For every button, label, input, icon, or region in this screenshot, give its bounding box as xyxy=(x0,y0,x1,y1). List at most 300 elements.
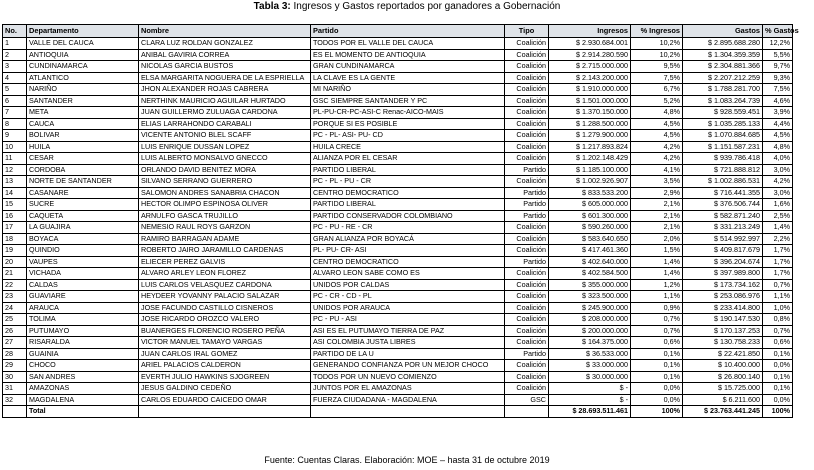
cell-no: 1 xyxy=(3,38,27,50)
cell-departamento: BOLIVAR xyxy=(27,130,139,142)
cell-pct-gastos: 4,4% xyxy=(763,118,793,130)
cell-tipo: Coalición xyxy=(505,291,549,303)
cell-pct-ingresos: 1,4% xyxy=(631,256,683,268)
cell-nombre: RAMIRO BARRAGAN ADAME xyxy=(139,233,311,245)
table-row xyxy=(3,210,793,222)
cell-pct-ingresos: 7,5% xyxy=(631,72,683,84)
table-row xyxy=(3,314,793,326)
cell-pct-ingresos: 3,5% xyxy=(631,176,683,188)
col-header-gastos: Gastos xyxy=(683,25,763,38)
source-footer: Fuente: Cuentas Claras. Elaboración: MOE – hasta 31 de octubre 2019 xyxy=(264,455,550,465)
cell-ingresos: $ 355.000.000 xyxy=(549,279,631,291)
cell-tipo: Coalición xyxy=(505,95,549,107)
col-header-departamento: Departamento xyxy=(27,25,139,38)
cell-departamento: CORDOBA xyxy=(27,164,139,176)
cell-ingresos: $ 1.288.500.000 xyxy=(549,118,631,130)
cell-pct-ingresos: 0,9% xyxy=(631,302,683,314)
cell-gastos: $ 190.147.530 xyxy=(683,314,763,326)
cell-partido: GSC SIEMPRE SANTANDER Y PC xyxy=(311,95,505,107)
cell-tipo: Coalición xyxy=(505,176,549,188)
cell-departamento: BOYACA xyxy=(27,233,139,245)
cell-no: 28 xyxy=(3,348,27,360)
cell-gastos: $ 10.400.000 xyxy=(683,360,763,372)
cell-departamento: SUCRE xyxy=(27,199,139,211)
table-row xyxy=(3,348,793,360)
col-header-nombre: Nombre xyxy=(139,25,311,38)
cell-gastos: $ 939.786.418 xyxy=(683,153,763,165)
cell-no: 8 xyxy=(3,118,27,130)
cell-ingresos: $ 323.500.000 xyxy=(549,291,631,303)
cell-pct-gastos: 12,2% xyxy=(763,38,793,50)
cell-tipo: Coalición xyxy=(505,49,549,61)
cell-nombre: EVERTH JULIO HAWKINS SJOGREEN xyxy=(139,371,311,383)
cell-ingresos: $ 601.300.000 xyxy=(549,210,631,222)
cell-ingresos: $ - xyxy=(549,383,631,395)
table-body xyxy=(3,38,793,418)
cell-gastos: $ 1.788.281.700 xyxy=(683,84,763,96)
table-row xyxy=(3,153,793,165)
cell-pct-gastos: 0,1% xyxy=(763,348,793,360)
cell-tipo: Coalición xyxy=(505,314,549,326)
cell-nombre: LUIS ALBERTO MONSALVO GNECCO xyxy=(139,153,311,165)
cell-no: 19 xyxy=(3,245,27,257)
cell-partido: PARTIDO LIBERAL xyxy=(311,164,505,176)
cell-gastos: $ 2.895.688.280 xyxy=(683,38,763,50)
cell-tipo: Coalición xyxy=(505,72,549,84)
cell-departamento: TOLIMA xyxy=(27,314,139,326)
total-cell-partido xyxy=(311,406,505,418)
cell-gastos: $ 170.137.253 xyxy=(683,325,763,337)
cell-pct-gastos: 1,7% xyxy=(763,245,793,257)
cell-partido: PARTIDO LIBERAL xyxy=(311,199,505,211)
cell-pct-gastos: 1,1% xyxy=(763,291,793,303)
cell-gastos: $ 721.888.812 xyxy=(683,164,763,176)
cell-gastos: $ 15.725.000 xyxy=(683,383,763,395)
cell-tipo: Coalición xyxy=(505,141,549,153)
cell-nombre: ARIEL PALACIOS CALDERON xyxy=(139,360,311,372)
cell-tipo: Coalición xyxy=(505,84,549,96)
col-header-pct-gastos: % Gastos xyxy=(763,25,793,38)
cell-ingresos: $ 245.900.000 xyxy=(549,302,631,314)
cell-ingresos: $ 402.584.500 xyxy=(549,268,631,280)
cell-pct-ingresos: 0,0% xyxy=(631,383,683,395)
cell-no: 6 xyxy=(3,95,27,107)
cell-no: 22 xyxy=(3,279,27,291)
cell-gastos: $ 1.304.359.359 xyxy=(683,49,763,61)
cell-ingresos: $ 36.533.000 xyxy=(549,348,631,360)
cell-partido: MI NARIÑO xyxy=(311,84,505,96)
cell-ingresos: $ 605.000.000 xyxy=(549,199,631,211)
cell-departamento: VICHADA xyxy=(27,268,139,280)
cell-ingresos: $ 2.930.684.001 xyxy=(549,38,631,50)
table-row xyxy=(3,222,793,234)
cell-nombre: ELIECER PEREZ GALVIS xyxy=(139,256,311,268)
table-row xyxy=(3,325,793,337)
cell-departamento: GUAVIARE xyxy=(27,291,139,303)
cell-pct-gastos: 0,1% xyxy=(763,383,793,395)
table-row xyxy=(3,360,793,372)
col-header-tipo: Tipo xyxy=(505,25,549,38)
cell-departamento: ATLANTICO xyxy=(27,72,139,84)
table-row xyxy=(3,394,793,406)
cell-departamento: NARIÑO xyxy=(27,84,139,96)
cell-gastos: $ 716.441.355 xyxy=(683,187,763,199)
cell-ingresos: $ 30.000.000 xyxy=(549,371,631,383)
cell-partido: PARTIDO CONSERVADOR COLOMBIANO xyxy=(311,210,505,222)
cell-partido: GRAN ALIANZA POR BOYACÁ xyxy=(311,233,505,245)
cell-departamento: AMAZONAS xyxy=(27,383,139,395)
cell-pct-ingresos: 1,4% xyxy=(631,268,683,280)
cell-partido: PC - PU - RE - CR xyxy=(311,222,505,234)
col-header-no: No. xyxy=(3,25,27,38)
cell-pct-gastos: 0,1% xyxy=(763,371,793,383)
cell-pct-ingresos: 4,2% xyxy=(631,153,683,165)
cell-nombre: HEYDEER YOVANNY PALACIO SALAZAR xyxy=(139,291,311,303)
col-header-pct-ingresos: % Ingresos xyxy=(631,25,683,38)
cell-pct-gastos: 4,8% xyxy=(763,141,793,153)
cell-gastos: $ 1.083.264.739 xyxy=(683,95,763,107)
cell-departamento: SANTANDER xyxy=(27,95,139,107)
cell-pct-gastos: 1,7% xyxy=(763,256,793,268)
cell-gastos: $ 1.070.884.685 xyxy=(683,130,763,142)
table-row xyxy=(3,95,793,107)
table-row xyxy=(3,38,793,50)
cell-ingresos: $ 1.217.893.824 xyxy=(549,141,631,153)
table-row xyxy=(3,337,793,349)
cell-ingresos: $ 1.002.926.907 xyxy=(549,176,631,188)
cell-no: 13 xyxy=(3,176,27,188)
cell-departamento: QUINDIO xyxy=(27,245,139,257)
cell-nombre: NEMESIO RAUL ROYS GARZON xyxy=(139,222,311,234)
cell-pct-ingresos: 2,0% xyxy=(631,233,683,245)
cell-pct-gastos: 0,6% xyxy=(763,337,793,349)
cell-ingresos: $ 1.279.900.000 xyxy=(549,130,631,142)
cell-ingresos: $ 33.000.000 xyxy=(549,360,631,372)
cell-departamento: CASANARE xyxy=(27,187,139,199)
cell-no: 21 xyxy=(3,268,27,280)
table-row xyxy=(3,371,793,383)
cell-tipo: Coalición xyxy=(505,222,549,234)
cell-pct-gastos: 3,0% xyxy=(763,164,793,176)
cell-departamento: SAN ANDRES xyxy=(27,371,139,383)
cell-no: 17 xyxy=(3,222,27,234)
cell-no: 29 xyxy=(3,360,27,372)
table-row xyxy=(3,291,793,303)
table-row xyxy=(3,176,793,188)
cell-nombre: NICOLAS GARCIA BUSTOS xyxy=(139,61,311,73)
cell-partido: PC - PU - ASI xyxy=(311,314,505,326)
table-title xyxy=(0,0,814,14)
cell-no: 30 xyxy=(3,371,27,383)
cell-departamento: META xyxy=(27,107,139,119)
cell-departamento: VALLE DEL CAUCA xyxy=(27,38,139,50)
cell-pct-ingresos: 2,9% xyxy=(631,187,683,199)
cell-gastos: $ 397.989.800 xyxy=(683,268,763,280)
total-cell-departamento: Total xyxy=(27,406,139,418)
cell-departamento: HUILA xyxy=(27,141,139,153)
cell-no: 20 xyxy=(3,256,27,268)
cell-ingresos: $ 2.914.280.590 xyxy=(549,49,631,61)
cell-gastos: $ 396.204.674 xyxy=(683,256,763,268)
cell-nombre: HECTOR OLIMPO ESPINOSA OLIVER xyxy=(139,199,311,211)
cell-partido: CENTRO DEMOCRATICO xyxy=(311,256,505,268)
table-row xyxy=(3,61,793,73)
cell-tipo: Coalición xyxy=(505,371,549,383)
cell-no: 23 xyxy=(3,291,27,303)
cell-gastos: $ 409.817.679 xyxy=(683,245,763,257)
cell-pct-gastos: 2,5% xyxy=(763,210,793,222)
cell-ingresos: $ 200.000.000 xyxy=(549,325,631,337)
cell-pct-ingresos: 2,1% xyxy=(631,199,683,211)
cell-nombre: ELSA MARGARITA NOGUERA DE LA ESPRIELLA xyxy=(139,72,311,84)
table-row xyxy=(3,118,793,130)
cell-pct-ingresos: 1,1% xyxy=(631,291,683,303)
cell-nombre: LUIS CARLOS VELASQUEZ CARDONA xyxy=(139,279,311,291)
cell-no: 25 xyxy=(3,314,27,326)
cell-ingresos: $ 2.143.200.000 xyxy=(549,72,631,84)
cell-no: 31 xyxy=(3,383,27,395)
cell-nombre: CARLOS EDUARDO CAICEDO OMAR xyxy=(139,394,311,406)
total-cell-pct-gastos: 100% xyxy=(763,406,793,418)
cell-pct-ingresos: 1,2% xyxy=(631,279,683,291)
cell-nombre: SILVANO SERRANO GUERRERO xyxy=(139,176,311,188)
table-row xyxy=(3,130,793,142)
cell-partido: PC - CR - CD - PL xyxy=(311,291,505,303)
cell-tipo: Coalición xyxy=(505,107,549,119)
cell-partido: TODOS POR EL VALLE DEL CAUCA xyxy=(311,38,505,50)
cell-departamento: VAUPES xyxy=(27,256,139,268)
table-row xyxy=(3,233,793,245)
cell-ingresos: $ 1.185.100.000 xyxy=(549,164,631,176)
cell-pct-gastos: 9,3% xyxy=(763,72,793,84)
cell-partido: GENERANDO CONFIANZA POR UN MEJOR CHOCO xyxy=(311,360,505,372)
cell-nombre: JESUS GALDINO CEDEÑO xyxy=(139,383,311,395)
cell-tipo: Coalición xyxy=(505,360,549,372)
cell-partido: LA CLAVE ES LA GENTE xyxy=(311,72,505,84)
cell-pct-ingresos: 6,7% xyxy=(631,84,683,96)
cell-departamento: ARAUCA xyxy=(27,302,139,314)
cell-departamento: GUAINIA xyxy=(27,348,139,360)
cell-ingresos: $ 1.202.148.429 xyxy=(549,153,631,165)
cell-departamento: ANTIOQUIA xyxy=(27,49,139,61)
cell-pct-gastos: 0,7% xyxy=(763,325,793,337)
cell-gastos: $ 253.086.976 xyxy=(683,291,763,303)
cell-partido: PC - PL- ASI- PU- CD xyxy=(311,130,505,142)
cell-pct-gastos: 0,0% xyxy=(763,394,793,406)
cell-partido: PC - PL - PU - CR xyxy=(311,176,505,188)
cell-no: 5 xyxy=(3,84,27,96)
cell-tipo: Coalición xyxy=(505,337,549,349)
cell-no: 10 xyxy=(3,141,27,153)
cell-no: 32 xyxy=(3,394,27,406)
cell-pct-gastos: 2,2% xyxy=(763,233,793,245)
cell-pct-ingresos: 2,1% xyxy=(631,222,683,234)
cell-departamento: CESAR xyxy=(27,153,139,165)
cell-no: 16 xyxy=(3,210,27,222)
cell-no: 15 xyxy=(3,199,27,211)
cell-pct-gastos: 9,7% xyxy=(763,61,793,73)
cell-tipo: Coalición xyxy=(505,279,549,291)
cell-pct-ingresos: 0,6% xyxy=(631,337,683,349)
table-row xyxy=(3,256,793,268)
total-cell-ingresos: $ 28.693.511.461 xyxy=(549,406,631,418)
table-total-row xyxy=(3,406,793,418)
cell-tipo: Coalición xyxy=(505,268,549,280)
cell-gastos: $ 331.213.249 xyxy=(683,222,763,234)
cell-nombre: ELIAS LARRAHONDO CARABALI xyxy=(139,118,311,130)
table-row xyxy=(3,72,793,84)
cell-ingresos: $ - xyxy=(549,394,631,406)
cell-pct-ingresos: 4,1% xyxy=(631,164,683,176)
cell-partido: PORQUE SI ES POSIBLE xyxy=(311,118,505,130)
cell-pct-ingresos: 0,1% xyxy=(631,360,683,372)
cell-tipo: GSC xyxy=(505,394,549,406)
cell-tipo: Partido xyxy=(505,199,549,211)
cell-ingresos: $ 1.910.000.000 xyxy=(549,84,631,96)
cell-pct-ingresos: 0,7% xyxy=(631,314,683,326)
cell-gastos: $ 26.800.140 xyxy=(683,371,763,383)
cell-gastos: $ 582.871.240 xyxy=(683,210,763,222)
table-row xyxy=(3,383,793,395)
cell-tipo: Coalición xyxy=(505,233,549,245)
total-cell-pct-ingresos: 100% xyxy=(631,406,683,418)
table-row xyxy=(3,302,793,314)
table-row xyxy=(3,199,793,211)
cell-gastos: $ 22.421.850 xyxy=(683,348,763,360)
cell-tipo: Coalición xyxy=(505,383,549,395)
cell-gastos: $ 1.151.587.231 xyxy=(683,141,763,153)
cell-departamento: LA GUAJIRA xyxy=(27,222,139,234)
cell-pct-gastos: 1,7% xyxy=(763,268,793,280)
cell-departamento: CAQUETA xyxy=(27,210,139,222)
cell-partido: UNIDOS POR ARAUCA xyxy=(311,302,505,314)
col-header-ingresos: Ingresos xyxy=(549,25,631,38)
cell-pct-gastos: 3,9% xyxy=(763,107,793,119)
cell-nombre: JOSE FACUNDO CASTILLO CISNEROS xyxy=(139,302,311,314)
table-row xyxy=(3,279,793,291)
cell-pct-gastos: 4,5% xyxy=(763,130,793,142)
cell-gastos: $ 173.734.162 xyxy=(683,279,763,291)
cell-nombre: ROBERTO JAIRO JARAMILLO CARDENAS xyxy=(139,245,311,257)
cell-pct-gastos: 5,5% xyxy=(763,49,793,61)
cell-ingresos: $ 590.260.000 xyxy=(549,222,631,234)
cell-pct-gastos: 0,8% xyxy=(763,314,793,326)
total-cell-nombre xyxy=(139,406,311,418)
cell-partido: ALIANZA POR EL CESAR xyxy=(311,153,505,165)
cell-departamento: NORTE DE SANTANDER xyxy=(27,176,139,188)
cell-pct-ingresos: 5,2% xyxy=(631,95,683,107)
cell-pct-ingresos: 4,2% xyxy=(631,141,683,153)
cell-nombre: ORLANDO DAVID BENITEZ MORA xyxy=(139,164,311,176)
cell-gastos: $ 2.207.212.259 xyxy=(683,72,763,84)
cell-nombre: ARNULFO GASCA TRUJILLO xyxy=(139,210,311,222)
cell-partido: HUILA CRECE xyxy=(311,141,505,153)
cell-pct-gastos: 1,4% xyxy=(763,222,793,234)
cell-pct-gastos: 1,0% xyxy=(763,302,793,314)
cell-partido: PL-PU-CR-PC-ASI-C Renac-AICO-MAIS xyxy=(311,107,505,119)
cell-no: 3 xyxy=(3,61,27,73)
cell-tipo: Coalición xyxy=(505,302,549,314)
cell-pct-ingresos: 4,5% xyxy=(631,130,683,142)
cell-tipo: Partido xyxy=(505,348,549,360)
cell-nombre: VICENTE ANTONIO BLEL SCAFF xyxy=(139,130,311,142)
cell-nombre: VICTOR MANUEL TAMAYO VARGAS xyxy=(139,337,311,349)
cell-partido: GRAN CUNDINAMARCA xyxy=(311,61,505,73)
cell-ingresos: $ 1.501.000.000 xyxy=(549,95,631,107)
cell-departamento: CUNDINAMARCA xyxy=(27,61,139,73)
cell-pct-ingresos: 10,2% xyxy=(631,49,683,61)
table-title-label: Tabla 3: xyxy=(253,1,291,12)
table-title-text: Ingresos y Gastos reportados por ganadores a Gobernación xyxy=(290,1,561,12)
cell-tipo: Coalición xyxy=(505,153,549,165)
cell-gastos: $ 2.304.881.366 xyxy=(683,61,763,73)
cell-tipo: Coalición xyxy=(505,61,549,73)
cell-ingresos: $ 583.640.650 xyxy=(549,233,631,245)
cell-gastos: $ 130.758.233 xyxy=(683,337,763,349)
cell-nombre: JOSE RICARDO OROZCO VALERO xyxy=(139,314,311,326)
table-row xyxy=(3,187,793,199)
cell-pct-ingresos: 0,1% xyxy=(631,371,683,383)
total-cell-tipo xyxy=(505,406,549,418)
cell-tipo: Partido xyxy=(505,164,549,176)
cell-pct-ingresos: 4,5% xyxy=(631,118,683,130)
cell-nombre: SALOMON ANDRES SANABRIA CHACON xyxy=(139,187,311,199)
table-row xyxy=(3,245,793,257)
cell-pct-gastos: 1,6% xyxy=(763,199,793,211)
cell-pct-ingresos: 0,7% xyxy=(631,325,683,337)
cell-gastos: $ 1.002.886.531 xyxy=(683,176,763,188)
cell-pct-gastos: 3,0% xyxy=(763,187,793,199)
cell-departamento: CAUCA xyxy=(27,118,139,130)
cell-no: 12 xyxy=(3,164,27,176)
cell-tipo: Coalición xyxy=(505,38,549,50)
table-row xyxy=(3,49,793,61)
cell-partido: ASI ES EL PUTUMAYO TIERRA DE PAZ xyxy=(311,325,505,337)
cell-gastos: $ 514.992.997 xyxy=(683,233,763,245)
cell-pct-gastos: 7,5% xyxy=(763,84,793,96)
cell-pct-ingresos: 1,5% xyxy=(631,245,683,257)
cell-gastos: $ 376.506.744 xyxy=(683,199,763,211)
table-row xyxy=(3,107,793,119)
cell-nombre: ALVARO ARLEY LEON FLOREZ xyxy=(139,268,311,280)
cell-nombre: CLARA LUZ ROLDAN GONZALEZ xyxy=(139,38,311,50)
cell-departamento: MAGDALENA xyxy=(27,394,139,406)
cell-pct-ingresos: 0,0% xyxy=(631,394,683,406)
cell-pct-gastos: 4,2% xyxy=(763,176,793,188)
cell-ingresos: $ 833.533.200 xyxy=(549,187,631,199)
cell-no: 4 xyxy=(3,72,27,84)
cell-tipo: Coalición xyxy=(505,130,549,142)
cell-partido: JUNTOS POR EL AMAZONAS xyxy=(311,383,505,395)
cell-nombre: ANIBAL GAVIRIA CORREA xyxy=(139,49,311,61)
cell-departamento: PUTUMAYO xyxy=(27,325,139,337)
cell-pct-gastos: 0,7% xyxy=(763,279,793,291)
cell-gastos: $ 1.035.285.133 xyxy=(683,118,763,130)
cell-pct-ingresos: 4,8% xyxy=(631,107,683,119)
cell-no: 7 xyxy=(3,107,27,119)
table-row xyxy=(3,141,793,153)
cell-gastos: $ 6.211.600 xyxy=(683,394,763,406)
cell-no: 11 xyxy=(3,153,27,165)
cell-tipo: Coalición xyxy=(505,325,549,337)
cell-departamento: CALDAS xyxy=(27,279,139,291)
cell-tipo: Coalición xyxy=(505,118,549,130)
cell-tipo: Partido xyxy=(505,187,549,199)
cell-pct-ingresos: 2,1% xyxy=(631,210,683,222)
cell-partido: CENTRO DEMOCRATICO xyxy=(311,187,505,199)
cell-nombre: JUAN GUILLERMO ZULUAGA CARDONA xyxy=(139,107,311,119)
cell-departamento: CHOCO xyxy=(27,360,139,372)
